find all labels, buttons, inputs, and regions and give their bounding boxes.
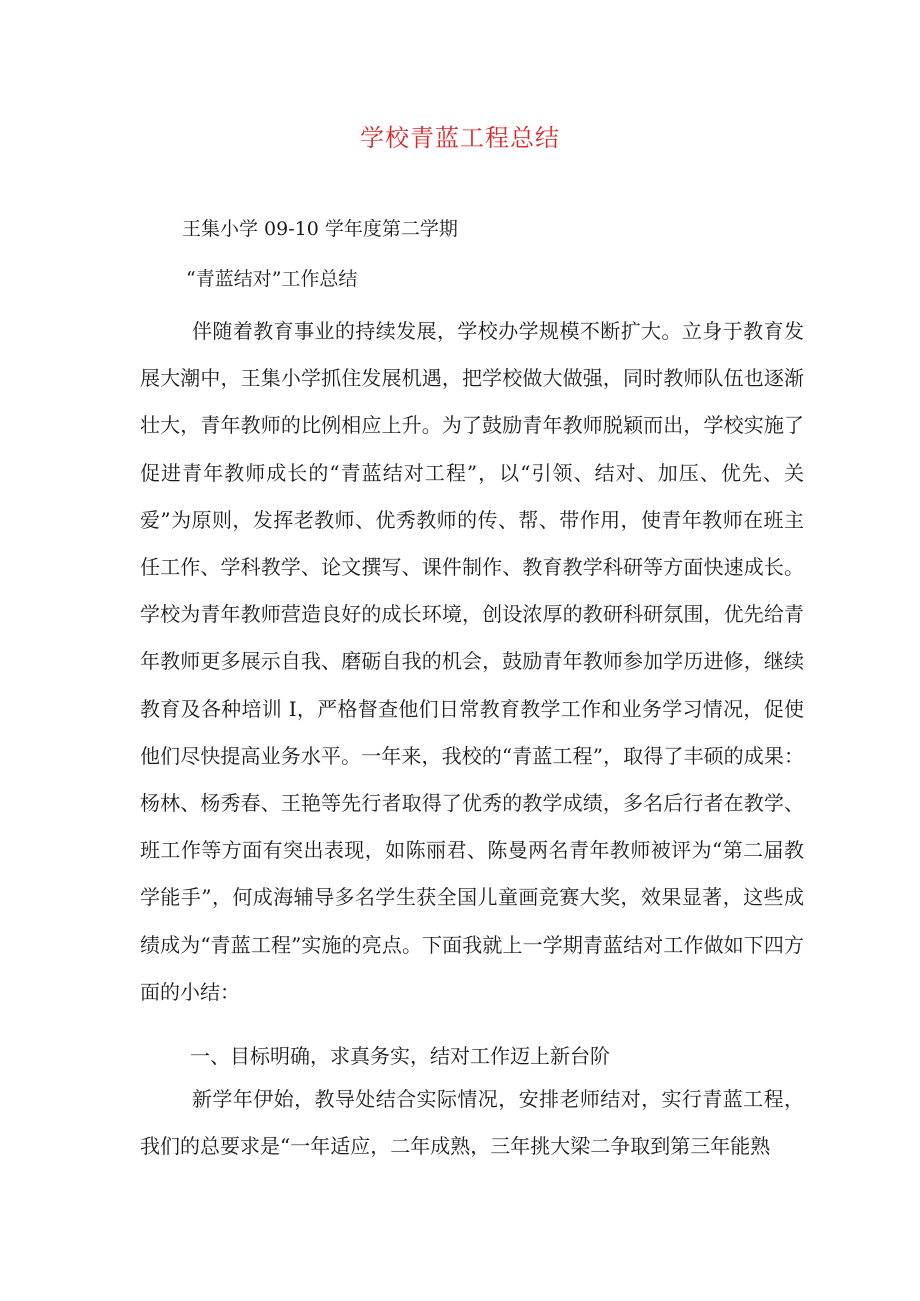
section-heading-1: 一、目标明确，求真务实，结对工作迈上新台阶 <box>190 1044 610 1068</box>
subtitle-summary: “青蓝结对”工作总结 <box>186 268 358 290</box>
document-title: 学校青蓝工程总结 <box>360 124 560 152</box>
paragraph-section-1: 新学年伊始，教导处结合实际情况，安排老师结对，实行青蓝工程，我们的总要求是“一年适应，二年成熟，三年挑大梁二争取到第三年能熟 <box>140 1087 804 1159</box>
paragraph-intro: 伴随着教育事业的持续发展，学校办学规模不断扩大。立身于教育发展大潮中，王集小学抓住发展机遇，把学校做大做强，同时教师队伍也逐渐壮大，青年教师的比例相应上升。为了鼓励青年教师脱颖而出，学校实施了促进青年教师成长的“青蓝结对工程”，以“引领、结对、加压、优先、关爱”为原则，发挥老教师、优秀教师的传、帮、带作用，使青年教师在班主任工作、学科教学、论文撰写、课件制作、教育教学科研等方面快速成长。学校为青年教师营造良好的成长环境，创设浓厚的教研科研氛围，优先给青年教师更多展示自我、磨砺自我的机会，鼓励青年教师参加学历进修，继续教育及各种培训 I，严格督查他们日常教育教学工作和业务学习情况，促使他们尽快提高业务水平。一年来，我校的“青蓝工程”，取得了丰硕的成果：杨林、杨秀春、王艳等先行者取得了优秀的教学成绩，多名后行者在教学、班工作等方面有突出表现，如陈丽君、陈曼两名青年教师被评为“第二届教学能手”，何成海辅导多名学生获全国儿童画竞赛大奖，效果显著，这些成绩成为“青蓝工程”实施的亮点。下面我就上一学期青蓝结对工作做如下四方面的小结： <box>140 319 804 1004</box>
subtitle-school-term: 王集小学 09-10 学年度第二学期 <box>182 218 458 240</box>
